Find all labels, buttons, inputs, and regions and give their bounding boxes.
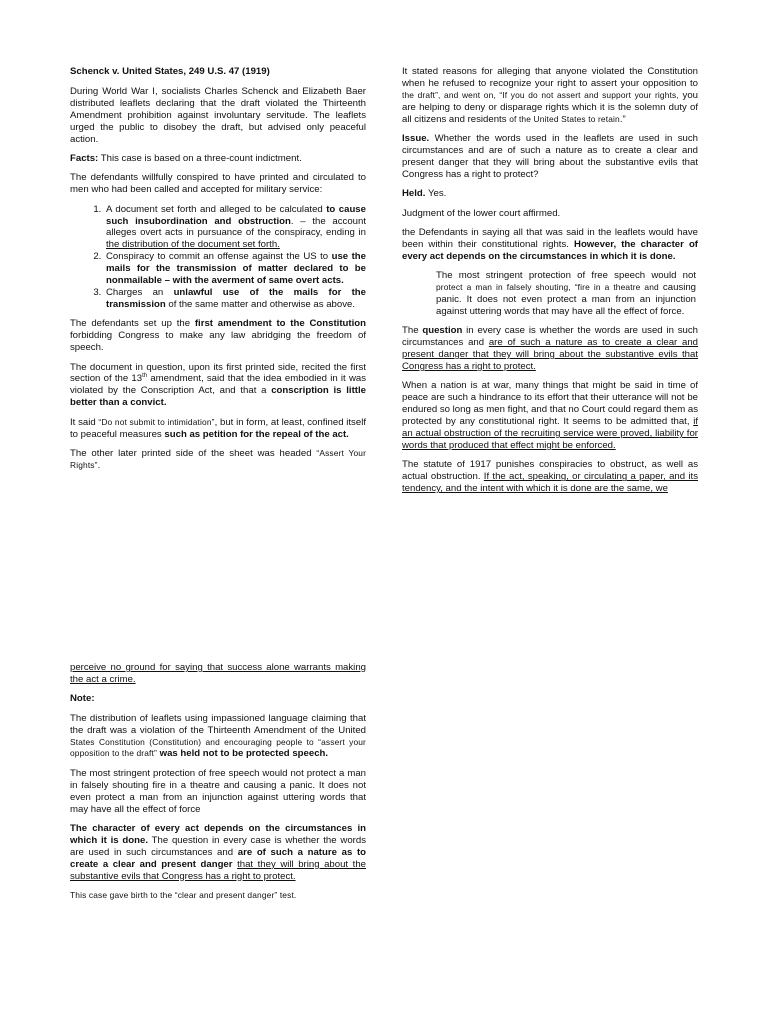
held-paragraph: Held. Yes.	[402, 188, 447, 200]
facts-paragraph: Facts: This case is based on a three-count indictment.	[70, 152, 302, 164]
facts-label: Facts:	[70, 152, 99, 164]
statute-paragraph: The statute of 1917 punishes conspiracies to obstruct, as well as actual obstruction. If the act, speaking, or circulating a paper, and its tendency, and the intent with which it is done are the same, we	[402, 459, 698, 495]
war-paragraph: When a nation is at war, many things that might be said in time of peace are such a hindrance to its effort that their utterance will not be endured so long as men fight, and that no Court could regard them as protected by any constitutional right. It seems to be admitted that, if an actual obstruction of the recruiting service were proved, liability for words that produced that effect might be enforced.	[402, 380, 698, 451]
test-origin-note: This case gave birth to the “clear and present danger” test.	[70, 890, 297, 900]
case-title: Schenck v. United States, 249 U.S. 47 (1919)	[70, 66, 270, 77]
note-heading: Note:	[70, 693, 95, 705]
counts-list	[70, 204, 366, 311]
left-column	[70, 66, 366, 479]
defendants-paragraph: the Defendants in saying all that was said in the leaflets would have been within their constitutional rights. However, the character of every act depends on the circumstances in which it is done.	[402, 226, 698, 262]
perceive-paragraph: perceive no ground for saying that success alone warrants making the act a crime.	[70, 662, 366, 685]
stringent-paragraph: The most stringent protection of free speech would not protect a man in falsely shouting fire in a theatre and causing a panic. It does not even protect a man from an injunction against uttering words that may have all the effect of force	[70, 767, 366, 815]
issue-label: Issue.	[402, 133, 430, 145]
distribution-paragraph: The distribution of leaflets using impassioned language claiming that the draft was a violation of the Thirteenth Amendment of the United States Constitution (Constitution) and encouraging people to “assert your opposition to the draft” was held not to be protected speech.	[70, 712, 366, 760]
other-side-paragraph: The other later printed side of the sheet was headed “Assert Your Rights”.	[70, 447, 367, 471]
quote-paragraph: The most stringent protection of free speech would not protect a man in falsely shouting, “fire in a theatre and causing panic. It does not even protect a man from an injunction against uttering words that may have all the effect of force.	[436, 270, 697, 317]
reasons-paragraph: It stated reasons for alleging that anyone violated the Constitution when he refused to recognize your right to assert your opposition to the draft”, and went on, “If you do not assert and support your rights, you are helping to deny or disparage rights which it is the solemn duty of all citizens and residents of the United States to retain.”	[402, 66, 699, 125]
left-column-continuation	[70, 662, 366, 909]
issue-paragraph: Issue. Whether the words used in the leaflets are used in such circumstances and are of such a nature as to create a clear and present danger that they will bring about the substantive evils that Congress has a right to protect?	[402, 133, 698, 180]
it-said-paragraph: It said “Do not submit to intimidation”, but in form, at least, confined itself to peaceful measures such as petition for the repeal of the act.	[70, 416, 366, 440]
right-column	[402, 66, 698, 503]
first-amendment-paragraph: The defendants set up the first amendment to the Constitution forbidding Congress to make any law abridging the freedom of speech.	[70, 318, 366, 354]
conspired-paragraph: The defendants willfully conspired to have printed and circulated to men who had been called and accepted for military service:	[70, 172, 366, 196]
judgment-paragraph: Judgment of the lower court affirmed.	[402, 207, 561, 219]
held-label: Held.	[402, 188, 426, 200]
question-paragraph: The question in every case is whether the words are used in such circumstances and are of such a nature as to create a clear and present danger that they will bring about the substantive evils that Congress has a right to protect.	[402, 325, 698, 373]
list-item: 3. Charges an unlawful use of the mails for the transmission of the same matter and otherwise as above.	[104, 287, 366, 311]
list-item: 1. A document set forth and alleged to be calculated to cause such insubordination and obstruction. – the account alleges overt acts in pursuance of the conspiracy, ending in the distribution of the document set forth.	[104, 204, 366, 252]
intro-paragraph: During World War I, socialists Charles Schenck and Elizabeth Baer distributed leaflets declaring that the draft violated the Thirteenth Amendment prohibition against involuntary servitude. The leaflets urged the public to disobey the draft, but advised only peaceful action.	[70, 85, 366, 145]
character-paragraph: The character of every act depends on the circumstances in which it is done. The question in every case is whether the words are used in such circumstances and are of such a nature as to create a clear and present danger that they will bring about the substantive evils that Congress has a right to protect.	[70, 822, 366, 882]
document-question-paragraph: The document in question, upon its first printed side, recited the first section of the 13th amendment, said that the idea embodied in it was violated by the Conscription Act, and that a conscription is little better than a convict.	[70, 361, 367, 409]
list-item: 2. Conspiracy to commit an offense against the US to use the mails for the transmission of matter declared to be nonmailable – with the averment of same overt acts.	[104, 251, 366, 287]
